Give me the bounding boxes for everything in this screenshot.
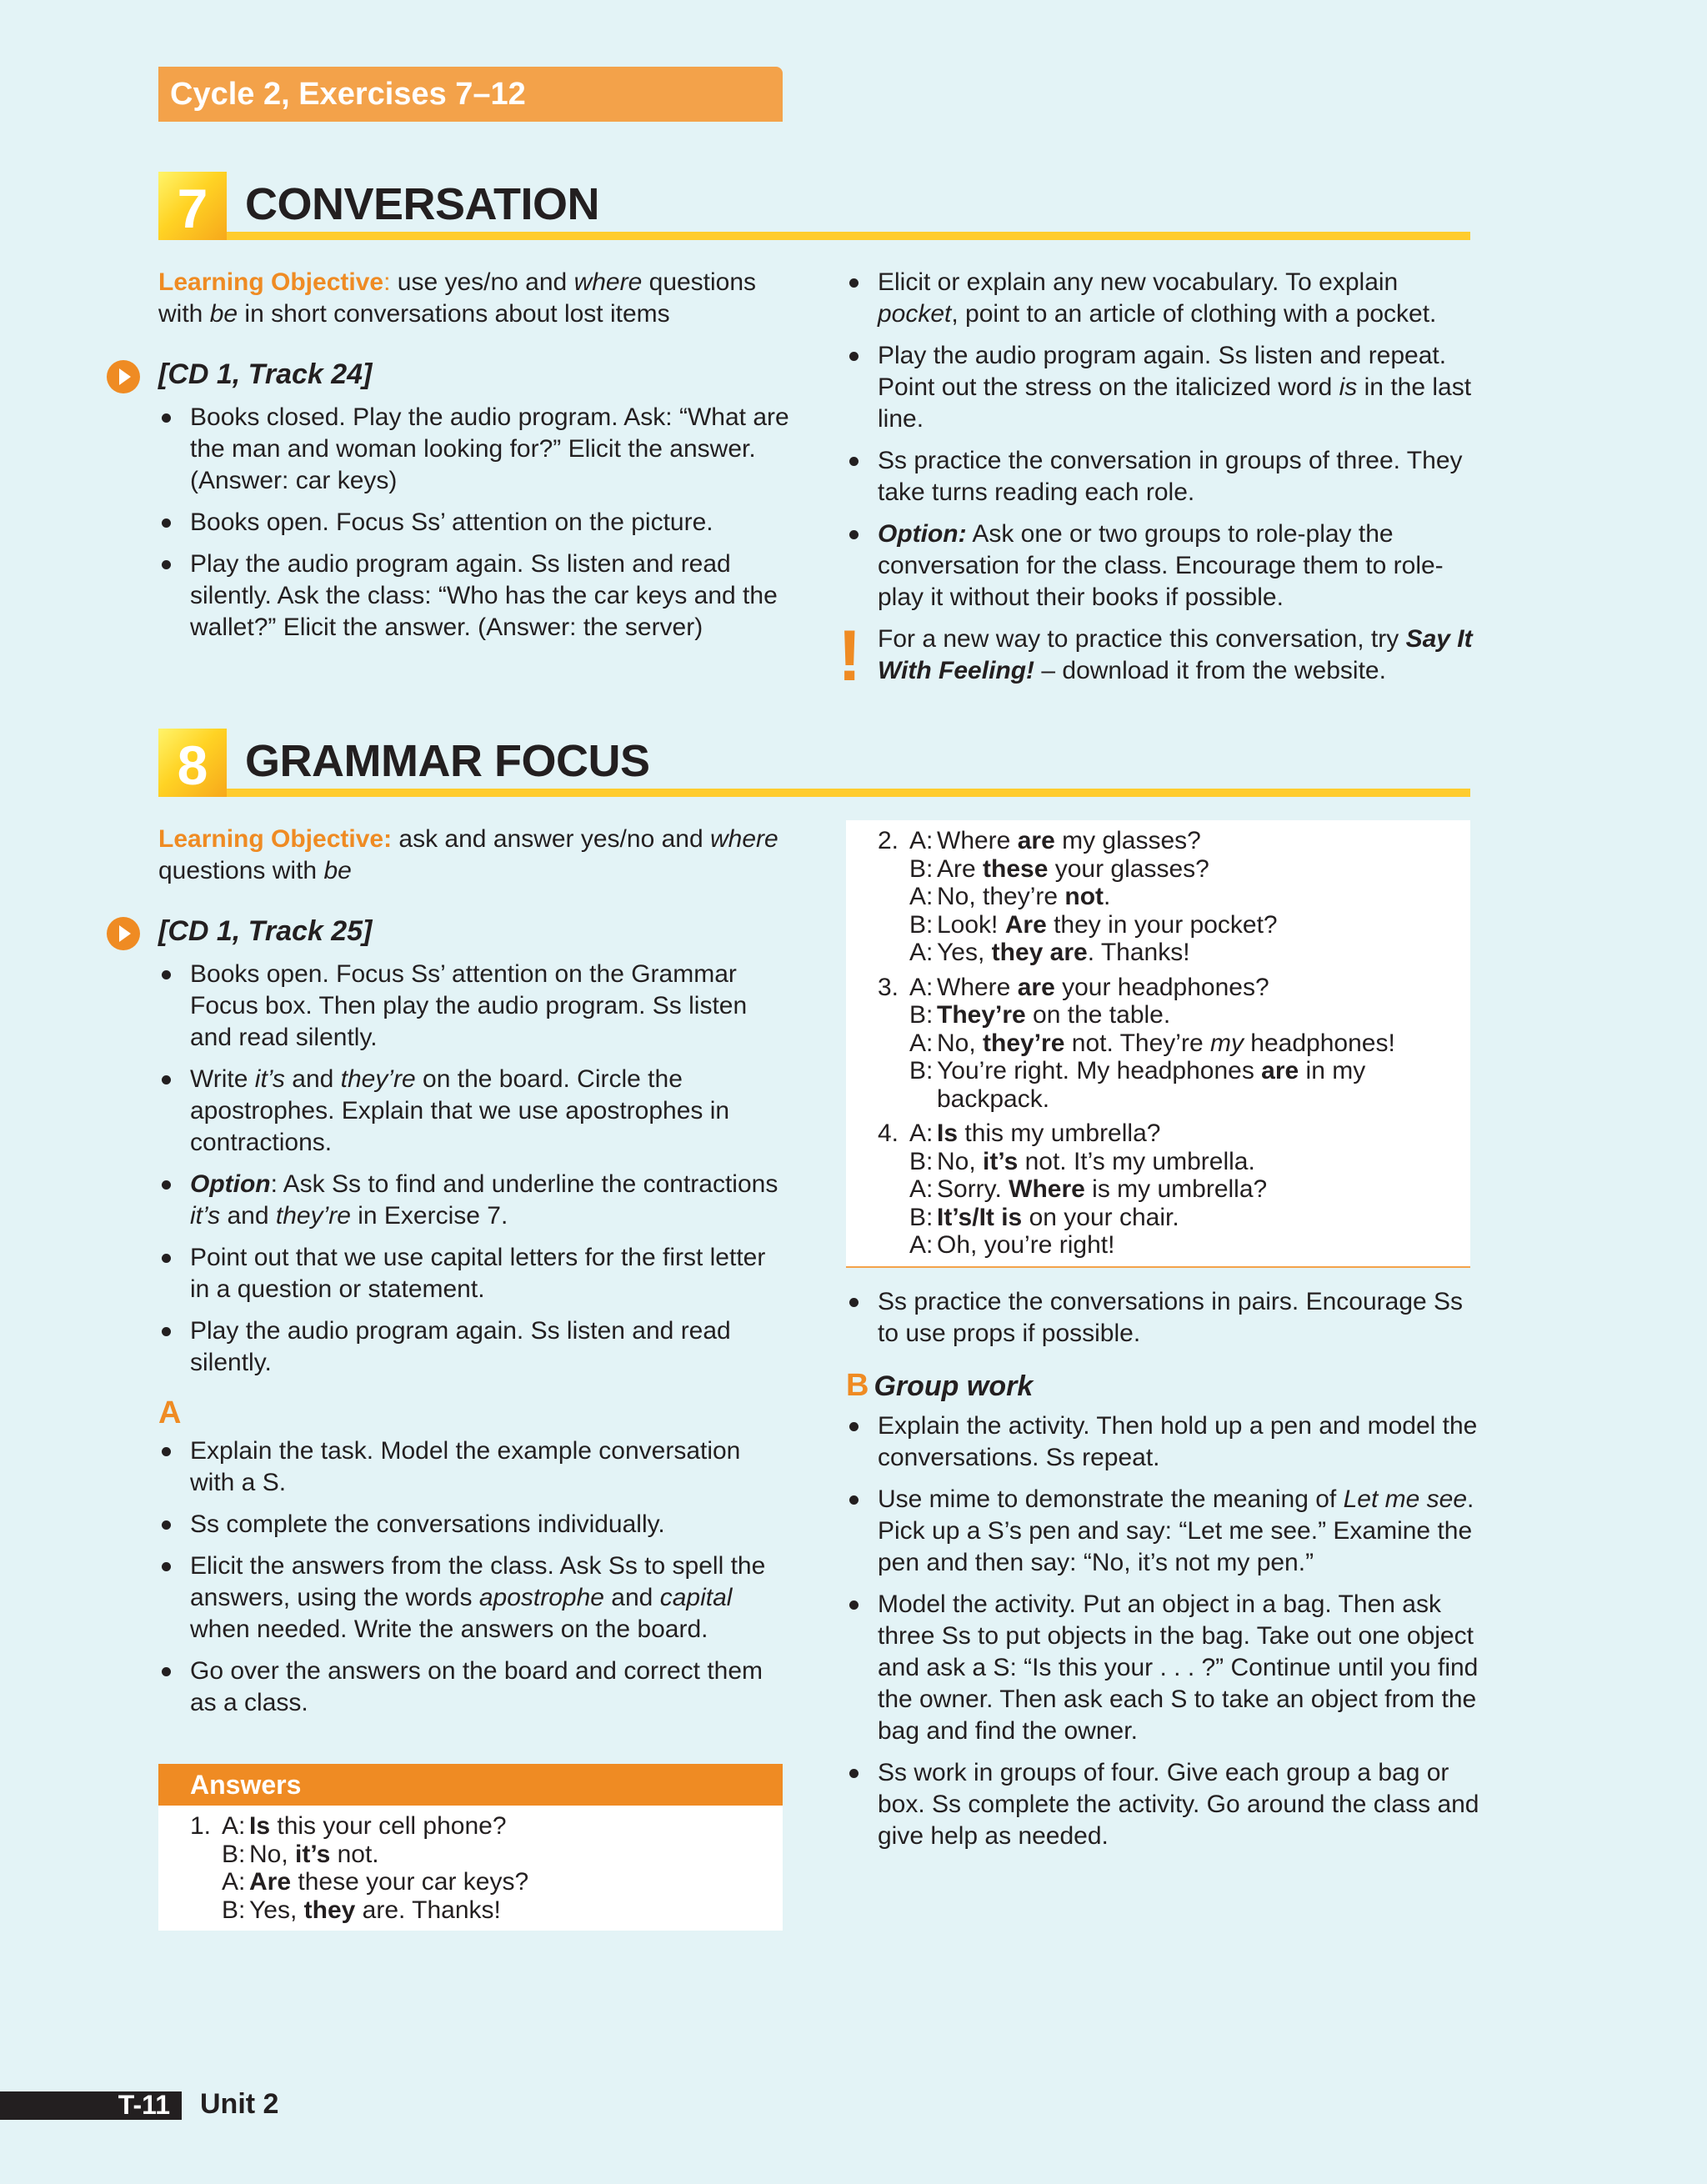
bullet-list — [846, 267, 1479, 614]
section-8-left-column — [158, 824, 792, 1729]
section-title: GRAMMAR FOCUS — [245, 736, 650, 786]
play-icon[interactable] — [107, 917, 140, 950]
learning-objective: Learning Objective: ask and answer yes/no and where questions with be — [158, 825, 778, 884]
list-item: Write it’s and they’re on the board. Circle the apostrophes. Explain that we use apostrophes in contractions. — [158, 1064, 792, 1159]
cycle-banner — [158, 67, 783, 122]
section-rule — [227, 232, 1470, 240]
list-item: Books closed. Play the audio program. Ask: “What are the man and woman looking for?” Elicit the answer. (Answer: car keys) — [158, 402, 792, 497]
subsection-b-letter: B — [846, 1367, 869, 1403]
subsection-b-title: Group work — [874, 1370, 1034, 1402]
tip-note: ! For a new way to practice this conversation, try Say It With Feeling! – download it from the website. — [838, 616, 1473, 696]
answers-continued — [846, 820, 1470, 1268]
bullet-list — [846, 1286, 1479, 1350]
list-item: Ss practice the conversations in pairs. Encourage Ss to use props if possible. — [846, 1286, 1479, 1350]
section-8-heading — [158, 729, 1470, 802]
list-item: Play the audio program again. Ss listen and read silently. — [158, 1315, 792, 1379]
list-item: Books open. Focus Ss’ attention on the Grammar Focus box. Then play the audio program. Ss listen and read silently. — [158, 959, 792, 1054]
answers-heading: Answers — [158, 1764, 783, 1806]
list-item: Option: Ask one or two groups to role-play the conversation for the class. Encourage them to role-play it without their books if possible. — [846, 518, 1479, 614]
list-item: Go over the answers on the board and correct them as a class. — [158, 1656, 792, 1719]
subsection-b-heading — [846, 1367, 1479, 1403]
section-7-heading — [158, 172, 1470, 245]
list-item: Ss practice the conversation in groups of three. They take turns reading each role. — [846, 445, 1479, 508]
cd-track-label: [CD 1, Track 25] — [158, 915, 792, 947]
bullet-list — [846, 1410, 1479, 1852]
section-7-right-column — [838, 267, 1479, 696]
unit-label: Unit 2 — [200, 2088, 279, 2120]
cd-track-label: [CD 1, Track 24] — [158, 358, 792, 390]
section-rule — [227, 789, 1470, 797]
list-item: Explain the activity. Then hold up a pen and model the conversations. Ss repeat. — [846, 1410, 1479, 1474]
answer-4: 4. A: Is this my umbrella? B: No, it’s not. It’s my umbrella. A: Sorry. Where is my umbrella? B: It’s/It is on your chair. A: Oh, you’re right! — [878, 1120, 1268, 1259]
section-7-left-column — [158, 267, 792, 654]
list-item: Play the audio program again. Ss listen and repeat. Point out the stress on the italicized word is in the last line. — [846, 340, 1479, 435]
page-code: T-11 — [118, 2090, 170, 2120]
list-item: Explain the task. Model the example conversation with a S. — [158, 1435, 792, 1499]
section-8-right-column — [846, 820, 1479, 1862]
bullet-list — [158, 1435, 792, 1719]
section-number: 8 — [158, 729, 227, 797]
list-item: Ss complete the conversations individually. — [158, 1509, 792, 1540]
list-item: Play the audio program again. Ss listen and read silently. Ask the class: “Who has the car keys and the wallet?” Elicit the answer. (Answer: the server) — [158, 549, 792, 644]
answer-2: 2. A: Where are my glasses? B: Are these your glasses? A: No, they’re not. B: Look! Are they in your pocket? A: Yes, they are. Thanks! — [878, 827, 1278, 966]
bullet-list — [158, 959, 792, 1379]
list-item: Ss work in groups of four. Give each group a bag or box. Ss complete the activity. Go around the class and give help as needed. — [846, 1757, 1479, 1852]
list-item: Model the activity. Put an object in a bag. Then ask three Ss to put objects in the bag. Take out one object and ask a S: “Is this your . . . ?” Continue until you find the owner. Then ask each S to take an object from the bag and find the owner. — [846, 1589, 1479, 1747]
section-title: CONVERSATION — [245, 179, 600, 229]
list-item: Books open. Focus Ss’ attention on the picture. — [158, 507, 792, 538]
list-item: Elicit the answers from the class. Ask Ss to spell the answers, using the words apostrophe and capital when needed. Write the answers on the board. — [158, 1550, 792, 1646]
learning-objective: Learning Objective: use yes/no and where questions with be in short conversations about lost items — [158, 268, 757, 328]
cycle-banner-text: Cycle 2, Exercises 7–12 — [170, 77, 526, 112]
list-item: Point out that we use capital letters for the first letter in a question or statement. — [158, 1242, 792, 1305]
list-item: Elicit or explain any new vocabulary. To explain pocket, point to an article of clothing with a pocket. — [846, 267, 1479, 330]
subsection-a-letter: A — [158, 1395, 182, 1430]
list-item: Use mime to demonstrate the meaning of Let me see. Pick up a S’s pen and say: “Let me see.” Examine the pen and then say: “No, it’s not my pen.” — [846, 1484, 1479, 1579]
exclamation-icon: ! — [838, 616, 862, 696]
bullet-list — [158, 402, 792, 644]
answers-box — [158, 1764, 783, 1931]
play-icon[interactable] — [107, 360, 140, 393]
answer-1: 1. A: Is this your cell phone? B: No, it’s not. A: Are these your car keys? B: Yes, they are. Thanks! — [190, 1812, 529, 1924]
page-code-tab — [0, 2091, 182, 2120]
answer-3: 3. A: Where are your headphones? B: They’re on the table. A: No, they’re not. They’re my headphones! B: You’re right. My headphones are in my backpack. — [878, 973, 1395, 1113]
section-number: 7 — [158, 172, 227, 240]
list-item: Option: Ask Ss to find and underline the contractions it’s and they’re in Exercise 7. — [158, 1169, 792, 1232]
